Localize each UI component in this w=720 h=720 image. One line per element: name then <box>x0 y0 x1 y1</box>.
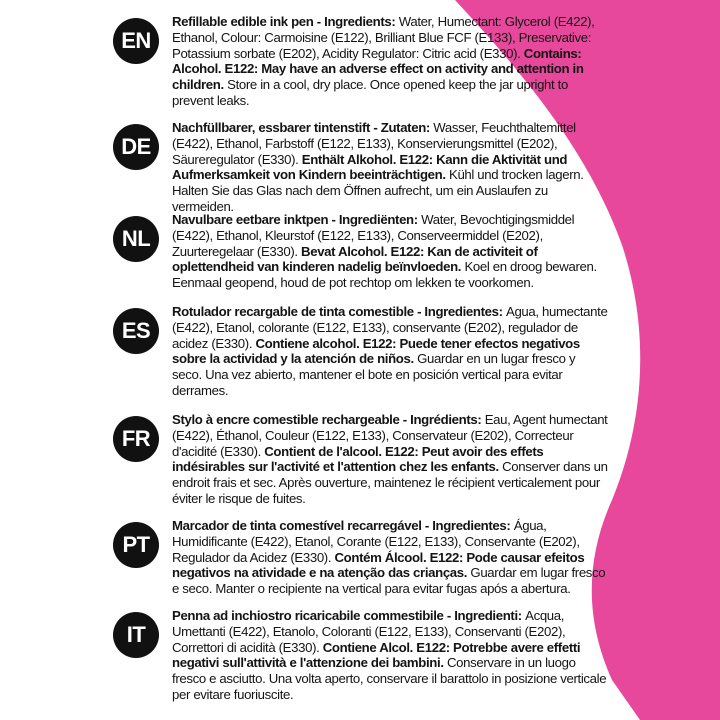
text-segment: Eau, Agent humectant (E422), Éthanol, Couleur (E122, E133), Conservateur (E202), Correcteur d'acidité (E330). <box>172 412 608 459</box>
text-segment: Wasser, Feuchthaltemittel (E422), Ethanol, Farbstoff (E122, E133), Konservierungsmittel (E202), Säureregulator (E330). <box>172 120 576 167</box>
bold-text-segment: Nachfüllbarer, essbarer tintenstift - Zutaten: <box>172 120 434 135</box>
language-badge-it: IT <box>113 612 159 658</box>
text-segment: Agua, humectante (E422), Etanol, colorante (E122, E133), conservante (E202), regulador de acidez (E330). <box>172 304 608 351</box>
label-text-nl <box>172 212 608 291</box>
text-segment: Water, Humectant: Glycerol (E422), Ethanol, Colour: Carmoisine (E122), Brilliant Blue FCF (E133), Preservative: Potassium sorbate (E202), Acidity Regulator: Citric acid (E330). <box>172 14 595 61</box>
bold-text-segment: Enthält Alkohol. E122: Kann die Aktivität und Aufmerksamkeit von Kindern beeinträchtigen. <box>172 151 568 183</box>
text-segment: Guardar en un lugar fresco y seco. Una vez abierto, mantener el bote en posición vertical para evitar derrames. <box>172 351 576 398</box>
language-badge-en: EN <box>113 18 159 64</box>
text-segment: Kühl und trocken lagern. Halten Sie das Glas nach dem Öffnen aufrecht, um ein Auslaufen zu vermeiden. <box>172 167 584 214</box>
language-badge-fr: FR <box>113 416 159 462</box>
language-badge-nl: NL <box>113 216 159 262</box>
language-badge-pt: PT <box>113 522 159 568</box>
bold-text-segment: Contient de l'alcool. E122: Peut avoir des effets indésirables sur l'activité et l'attention chez les enfants. <box>172 443 544 475</box>
label-text-de <box>172 120 608 215</box>
label-text-it <box>172 608 608 703</box>
bold-text-segment: Navulbare eetbare inktpen - Ingrediënten: <box>172 212 422 227</box>
text-segment: Water, Bevochtigingsmiddel (E422), Ethanol, Kleurstof (E122, E133), Conserveermiddel (E202), Zuurteregelaar (E330). <box>172 212 575 259</box>
text-segment: Água, Humidificante (E422), Etanol, Corante (E122, E133), Conservante (E202), Regulador da Acidez (E330). <box>172 518 580 565</box>
label-text-fr <box>172 412 608 507</box>
bold-text-segment: Refillable edible ink pen - Ingredients: <box>172 14 399 29</box>
bold-text-segment: Bevat Alcohol. E122: Kan de activiteit of oplettendheid van kinderen nadelig beïnvloeden. <box>172 243 538 275</box>
label-text-pt <box>172 518 608 597</box>
bold-text-segment: Penna ad inchiostro ricaricabile commestibile - Ingredienti: <box>172 608 526 623</box>
text-segment: Conservare in un luogo fresco e asciutto. Una volta aperto, conservare il barattolo in posizione verticale per evitare fuoriuscite. <box>172 655 607 702</box>
bold-text-segment: Contiene alcohol. E122: Puede tener efectos negativos sobre la actividad y la atención de niños. <box>172 335 580 367</box>
bold-text-segment: Marcador de tinta comestível recarregável - Ingredientes: <box>172 518 514 533</box>
text-segment: Koel en droog bewaren. Eenmaal geopend, houd de pot rechtop om lekken te voorkomen. <box>172 259 597 291</box>
bold-text-segment: Contiene Alcol. E122: Potrebbe avere effetti negativi sull'attività e l'attenzione dei bambini. <box>172 639 581 671</box>
text-segment: Store in a cool, dry place. Once opened keep the jar upright to prevent leaks. <box>172 77 568 108</box>
bold-text-segment: Rotulador recargable de tinta comestible - Ingredientes: <box>172 304 506 319</box>
label-text-es <box>172 304 608 399</box>
text-segment: Guardar em lugar fresco e seco. Manter o recipiente na vertical para evitar fugas após a abertura. <box>172 565 606 597</box>
bold-text-segment: Stylo à encre comestible rechargeable - Ingrédients: <box>172 412 485 427</box>
bold-text-segment: Contém Álcool. E122: Pode causar efeitos negativos na atividade e na atenção das crianças. <box>172 549 585 581</box>
text-segment: Conserver dans un endroit frais et sec. Après ouverture, maintenez le récipient verticalement pour éviter le risque de fuites. <box>172 459 608 506</box>
bold-text-segment: Contains: Alcohol. E122: May have an adverse effect on activity and attention in children. <box>172 45 584 93</box>
language-badge-es: ES <box>113 308 159 354</box>
text-segment: Acqua, Umettanti (E422), Etanolo, Coloranti (E122, E133), Conservanti (E202), Correttori di acidità (E330). <box>172 608 566 655</box>
language-badge-de: DE <box>113 124 159 170</box>
label-text-en <box>172 14 608 109</box>
